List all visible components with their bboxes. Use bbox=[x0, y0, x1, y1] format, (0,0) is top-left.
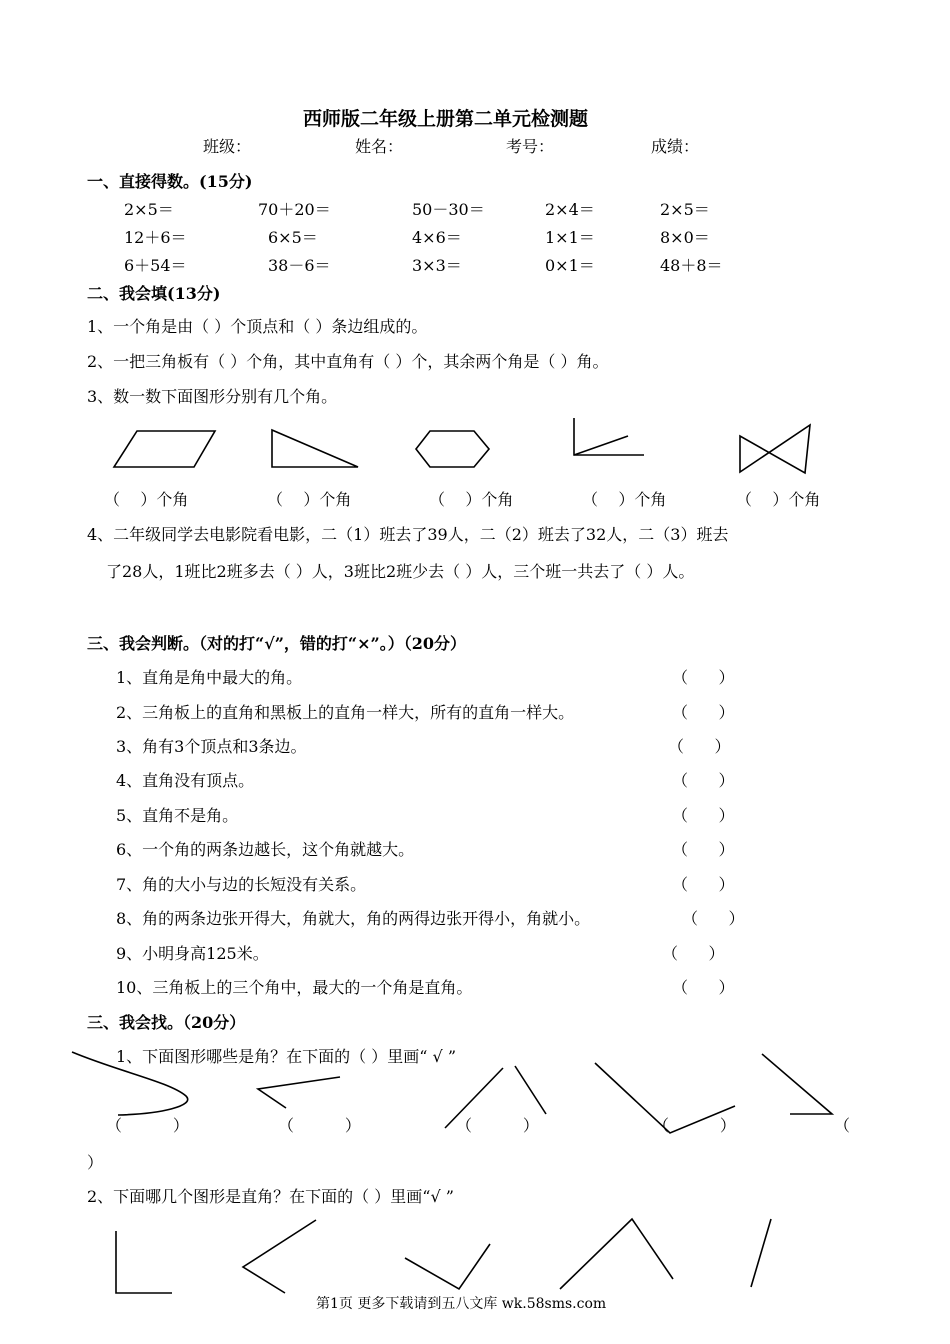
find-answer[interactable]: （ bbox=[834, 1116, 851, 1135]
line-figure bbox=[751, 1219, 771, 1287]
arith-item: 8×0＝ bbox=[660, 228, 710, 247]
judgement-answer[interactable]: （ ） bbox=[672, 703, 735, 722]
judgement-answer[interactable]: （ ） bbox=[662, 944, 725, 963]
find-question-2: 2、下面哪几个图形是直角？在下面的（ ）里画“√ ” bbox=[87, 1187, 454, 1206]
find-answer[interactable]: （ ） bbox=[653, 1116, 736, 1135]
section-1-title: 一、直接得数。(15分) bbox=[87, 172, 253, 191]
angle-figure bbox=[405, 1244, 490, 1289]
judgement-item: 1、直角是角中最大的角。 bbox=[116, 668, 303, 687]
judgement-answer[interactable]: （ ） bbox=[672, 875, 735, 894]
find-question-1: 1、下面图形哪些是角？在下面的（ ）里画“ √ ” bbox=[116, 1047, 456, 1066]
judgement-answer[interactable]: （ ） bbox=[672, 771, 735, 790]
judgement-answer[interactable]: （ ） bbox=[672, 840, 735, 859]
exam-number-label: 考号： bbox=[506, 137, 555, 156]
name-field-label: 姓名： bbox=[355, 137, 404, 156]
class-field-label: 班级： bbox=[203, 137, 252, 156]
fill-question-3: 3、数一数下面图形分别有几个角。 bbox=[87, 387, 338, 406]
arith-item: 38－6＝ bbox=[268, 256, 331, 275]
judgement-item: 4、直角没有顶点。 bbox=[116, 771, 255, 790]
fill-question-1: 1、一个角是由（ ）个顶点和（ ）条边组成的。 bbox=[87, 317, 428, 336]
judgement-item: 7、角的大小与边的长短没有关系。 bbox=[116, 875, 367, 894]
arith-item: 0×1＝ bbox=[545, 256, 595, 275]
arith-item: 2×5＝ bbox=[124, 200, 174, 219]
page-title: 西师版二年级上册第二单元检测题 bbox=[303, 108, 589, 130]
right-angle-figure bbox=[116, 1231, 172, 1293]
arith-item: 48＋8＝ bbox=[660, 256, 723, 275]
arith-item: 3×3＝ bbox=[412, 256, 462, 275]
angle-figure bbox=[560, 1219, 673, 1289]
fill-question-2: 2、一把三角板有（ ）个角，其中直角有（ ）个，其余两个角是（ ）角。 bbox=[87, 352, 609, 371]
judgement-answer[interactable]: （ ） bbox=[672, 668, 735, 687]
arith-item: 4×6＝ bbox=[412, 228, 462, 247]
shape-count-answer[interactable]: （ ）个角 bbox=[429, 490, 514, 509]
angle-figure bbox=[243, 1220, 316, 1293]
score-label: 成绩： bbox=[651, 137, 700, 156]
fill-question-4-line2: 了28人，1班比2班多去（ ）人，3班比2班少去（ ）人，三个班一共去了（ ）人。 bbox=[106, 562, 695, 581]
find-answer-wrap: ） bbox=[87, 1153, 104, 1172]
find-answer[interactable]: （ ） bbox=[106, 1116, 189, 1135]
section-3-title: 三、我会判断。（对的打“√”，错的打“×”。）（20分） bbox=[87, 634, 467, 653]
arith-item: 2×5＝ bbox=[660, 200, 710, 219]
section-2-title: 二、我会填(13分) bbox=[87, 284, 221, 303]
judgement-item: 3、角有3个顶点和3条边。 bbox=[116, 737, 307, 756]
shape-count-answer[interactable]: （ ）个角 bbox=[582, 490, 667, 509]
arith-item: 12＋6＝ bbox=[124, 228, 187, 247]
find-answer[interactable]: （ ） bbox=[278, 1116, 361, 1135]
section-4-title: 三、我会找。（20分） bbox=[87, 1013, 246, 1032]
shape-count-answer[interactable]: （ ）个角 bbox=[104, 490, 189, 509]
judgement-answer[interactable]: （ ） bbox=[682, 909, 745, 928]
arith-item: 70＋20＝ bbox=[258, 200, 331, 219]
judgement-answer[interactable]: （ ） bbox=[672, 978, 735, 997]
judgement-item: 10、三角板上的三个角中，最大的一个角是直角。 bbox=[116, 978, 473, 997]
arith-item: 2×4＝ bbox=[545, 200, 595, 219]
fill-question-4-line1: 4、二年级同学去电影院看电影，二（1）班去了39人，二（2）班去了32人，二（3）班去 bbox=[87, 525, 729, 544]
arith-item: 6＋54＝ bbox=[124, 256, 187, 275]
judgement-answer[interactable]: （ ） bbox=[668, 737, 731, 756]
judgement-item: 5、直角不是角。 bbox=[116, 806, 239, 825]
judgement-item: 8、角的两条边张开得大，角就大，角的两得边张开得小，角就小。 bbox=[116, 909, 591, 928]
arith-item: 1×1＝ bbox=[545, 228, 595, 247]
page-footer: 第1页 更多下载请到五八文库 wk.58sms.com bbox=[316, 1296, 607, 1312]
judgement-answer[interactable]: （ ） bbox=[672, 806, 735, 825]
shape-count-answer[interactable]: （ ）个角 bbox=[736, 490, 821, 509]
shape-count-answer[interactable]: （ ）个角 bbox=[267, 490, 352, 509]
judgement-item: 9、小明身高125米。 bbox=[116, 944, 269, 963]
arith-item: 50－30＝ bbox=[412, 200, 485, 219]
judgement-item: 2、三角板上的直角和黑板上的直角一样大，所有的直角一样大。 bbox=[116, 703, 575, 722]
arith-item: 6×5＝ bbox=[268, 228, 318, 247]
judgement-item: 6、一个角的两条边越长，这个角就越大。 bbox=[116, 840, 415, 859]
find-answer[interactable]: （ ） bbox=[456, 1116, 539, 1135]
